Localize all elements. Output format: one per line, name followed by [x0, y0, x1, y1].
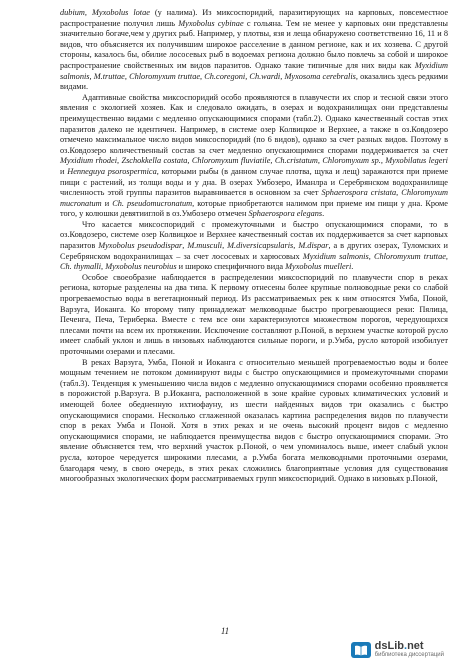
document-page [60, 8, 448, 485]
paragraph: Особое своеобразие наблюдается в распределении миксоспоридий по плавучести спор в реках региона, которые разделены на два типа. К первому отнесены более крупные полноводные реки со слабой прогреваемостью воды в вегетационный период. Из рассматриваемых рек к ним относятся Умба, Поной, Варзуга, Иоканга. Ко второму типу принадлежат мелководные быстро прогревающиеся реки: Пялица, Печенга, Печа, Териберка. Вместе с тем все они характеризуются множеством порогов, чередующихся плесами почти на всем их протяжении. Исключение составляют р.Поной, в верхнем участке которой русло имеет слабый уклон и лишь в низовьях наблюдаются сильные пороги, и р.Умба, русло которой изобилует проточными озерами и плесами. [60, 272, 448, 356]
watermark-subtitle: библиотека диссертаций [374, 652, 444, 658]
page-number: 11 [220, 626, 230, 636]
watermark-brand: dsLib.net [374, 640, 424, 652]
paragraph: Адаптивные свойства миксоспоридий особо проявляются в плавучести их спор и тесной связи этого явления с экологией хозяев. Как и следовало ожидать, в озерах и водохранилищах они представлены преимущественно видами с медленно опускающимися спорами (табл.2). Однако качественный состав этих паразитов далеко не идентичен. Например, в системе озер Колвицкое и Верхнее, а также в оз.Ковдозеро отмечено максимальное число видов миксоспоридий (по 6 видов), однако за счет разных видов. Поэтому в оз.Ковдозеро количественный состав за счет медленно опускающимися спорами поддерживается за счет Myxidium rhodei, Zschokkella costata, Chloromyxum fluviatile, Ch.cristatum, Chloromyxum sp., Myxobilatus legeri и Henneguya psorospermica, которыми рыбы (в данном случае плотва, щука и лещ) заражаются при приеме пищи с растений, из толщи воды и у дна. В озерах Умбозеро, Иманлра и Серебрянском водохранилище численность этой группы паразитов выравнивается в основном за счет Sphaerospora cristata, Chloromyxum mucronatum и Ch. pseudomucronatum, которые приобретаются налимом при приеме им пищи у дна. Кроме того, у колюшки девятииглой в оз.Умбозеро отмечен Sphaerospora elegans. [60, 92, 448, 219]
book-icon [351, 642, 371, 658]
dslib-watermark[interactable] [351, 641, 444, 658]
paragraph: Что касается миксоспоридий с промежуточными и быстро опускающимися спорами, то в оз.Ковдозеро, системе озер Колвицкое и Верхнее качественный состав их поддерживается за счет карповых паразитов Myxobolus pseudodispar, M.musculi, M.diversicapsularis, M.dispar, а в других озерах, Туломских и Серебрянском водохранилищах – за счет лососевых и харюсовых Myxidium salmonis, Chloromyxum truttae, Ch. thymalli, Myxobolus neurobius и широко специфичного вида Myxobolus muelleri. [60, 219, 449, 272]
document-body [60, 8, 448, 485]
watermark-text [375, 641, 444, 658]
paragraph: dubium, Myxobolus lotae (у налима). Из миксоспоридий, паразитирующих на карповых, повсеместное распространение получил лишь Myxobolus cybinae с гольяна. Тем не менее у карповых они представлены значительно богаче,чем у других рыб. Например, у плотвы, язя и леща обнаружено соответственно 16, 11 и 8 видов, что объясняется их получившим широкое расселение в данном регионе, как и их хозяева. С другой стороны, казалось бы, обилие лососевых рыб в водоемах региона должно было повлечь за собой и широкое распространение свойственных им видов паразитов. Однако такие типичные для них виды как Myxidium salmonis, M.truttae, Chloromyxum truttae, Ch.coregoni, Ch.wardi, Myxosoma cerebralis, оказались здесь редкими видами. [60, 8, 449, 92]
paragraph: В реках Варзуга, Умба, Поной и Иоканга с относительно меньшей прогреваемостью воды и более мощным течением не потоком доминируют виды с быстро опускающимися и промежуточными спорами (табл.3). Тенденция к уменьшению числа видов с медленно опускающимися спорами особенно проявляется в порожистой р.Варзуга. В р.Иоканга, расположенной в зоне крайне суровых климатических условий и имеющей более обедненную ихтиофауну, из шести найденных видов три оказались с быстро опускающимися спорами. Несколько сглаженной оказалась картина распределения видов по плавучести спор в реках Умба и Поной. Хотя в этих реках и не очень высокий процент видов с медленно опускающимися спорами, не наблюдается преимущества видов с быстро опускающимися спорами. Это явление объясняется тем, что верхний участок р.Поной, о чем упоминалось выше, имеет слабый уклон русла, которое чередуется широкими плесами, а р.Умба богата мелководными проточными озерами, благодаря чему, в свою очередь, в этих реках сложились благоприятные условия для существования многообразных экологических форм рассматриваемых групп миксоспоридий. Однако в низовьях р.Поной, [60, 357, 448, 484]
